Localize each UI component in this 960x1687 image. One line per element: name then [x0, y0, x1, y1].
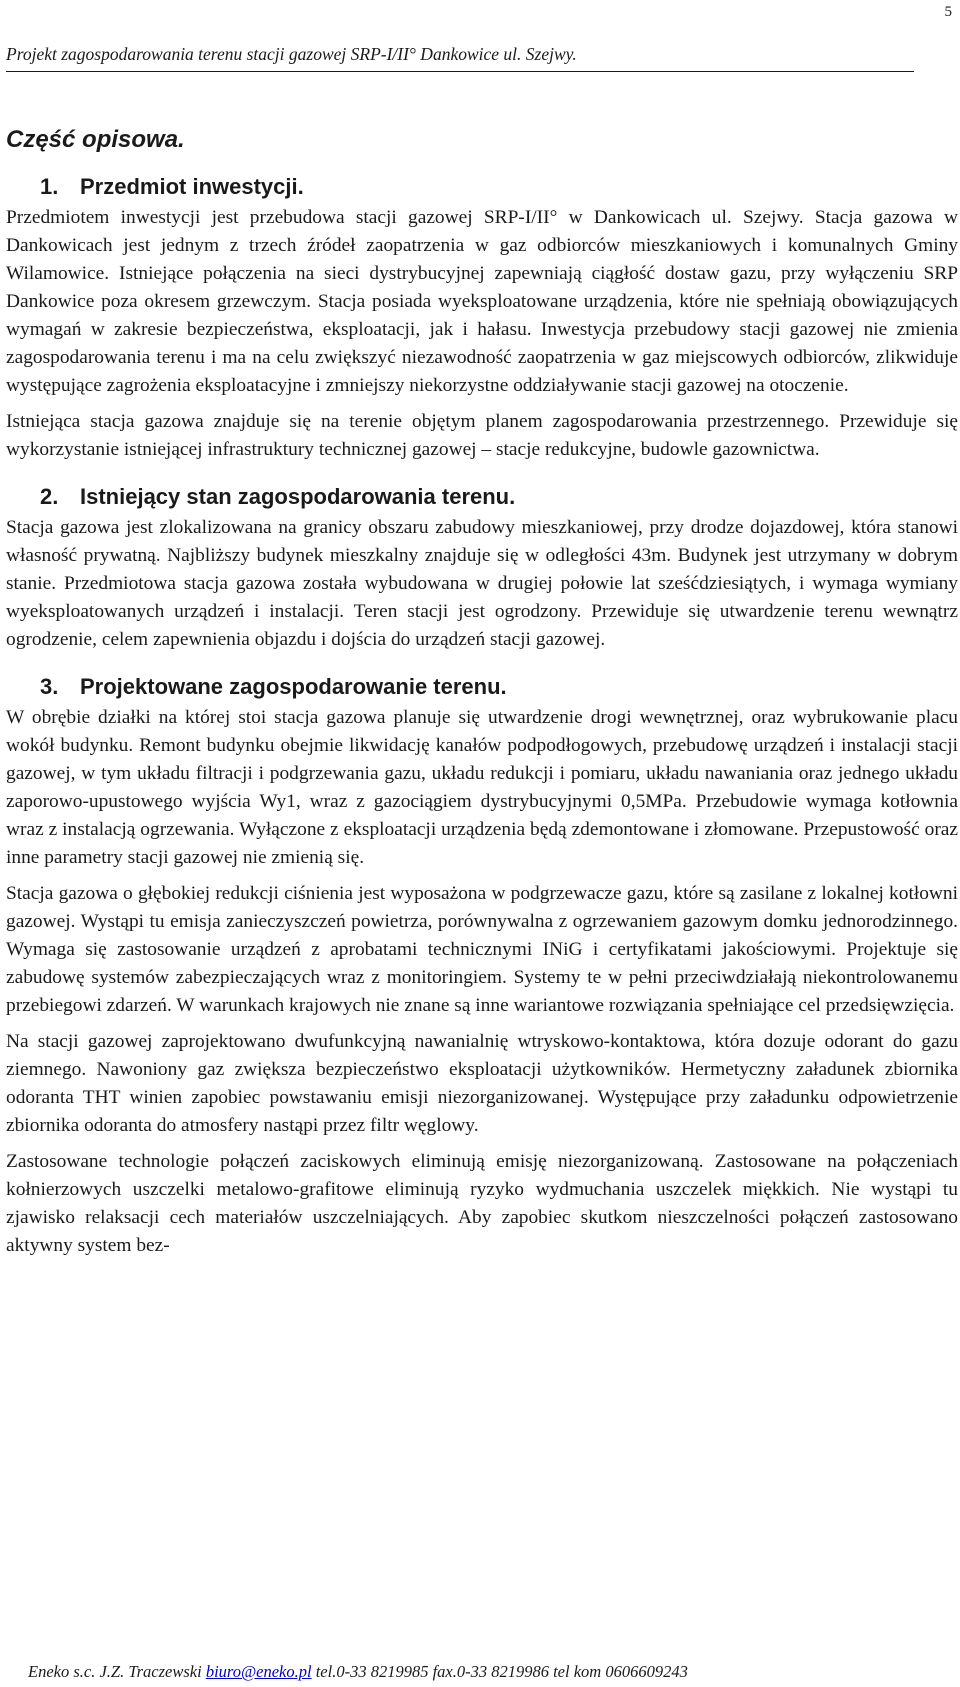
footer-company: Eneko s.c. J.Z. Traczewski — [28, 1662, 202, 1681]
section-title: Projektowane zagospodarowanie terenu. — [80, 674, 507, 699]
section-number: 1. — [40, 174, 59, 199]
section-heading — [40, 674, 958, 700]
section-number: 3. — [40, 674, 59, 699]
page-footer — [28, 1662, 688, 1682]
section-heading — [40, 174, 958, 200]
section-number: 2. — [40, 484, 59, 509]
paragraph: Stacja gazowa jest zlokalizowana na granicy obszaru zabudowy mieszkaniowej, przy drodze dojazdowej, która stanowi własność prywatną. Najbliższy budynek mieszkalny znajduje się w odległości 43m. Budynek jest utrzymany w dobrym stanie. Przedmiotowa stacja gazowa została wybudowana w drugiej połowie lat sześćdziesiątych, i wymaga wymiany wyeksploatowanych urządzeń i instalacji. Teren stacji jest ogrodzony. Przewiduje się utwardzenie terenu wewnątrz ogrodzenie, celem zapewnienia objazdu i dojścia do urządzeń stacji gazowej. — [6, 517, 958, 650]
document-body — [6, 112, 958, 1260]
paragraph: Istniejąca stacja gazowa znajduje się na terenie objętym planem zagospodarowania przestrzennego. Przewiduje się wykorzystanie istniejącej infrastruktury technicznej gazowej – stacje redukcyjne, budowle gazownictwa. — [6, 411, 958, 460]
running-header: Projekt zagospodarowania terenu stacji gazowej SRP-I/II° Dankowice ul. Szejwy. — [6, 44, 914, 72]
footer-email-link[interactable]: biuro@eneko.pl — [205, 1662, 312, 1681]
part-title: Część opisowa. — [6, 126, 185, 153]
paragraph: Zastosowane technologie połączeń zaciskowych eliminują emisję niezorganizowaną. Zastosowane na połączeniach kołnierzowych uszczelki metalowo-grafitowe eliminują ryzyko wydmuchania uszczelek miękkich. Nie wystąpi tu zjawisko relaksacji cech materiałów uszczelniających. Aby zapobiec skutkom nieszczelności połączeń zastosowano aktywny system bez- — [6, 1151, 958, 1256]
paragraph: Stacja gazowa o głębokiej redukcji ciśnienia jest wyposażona w podgrzewacze gazu, które są zasilane z lokalnej kotłowni gazowej. Wystąpi tu emisja zanieczyszczeń powietrza, porównywalna z ogrzewaniem gazowym domku jednorodzinnego. Wymaga się zastosowanie urządzeń z aprobatami technicznymi INiG i certyfikatami jakościowymi. Projektuje się zabudowę systemów zabezpieczających wraz z monitoringiem. Systemy te w pełni przeciwdziałają niekontrolowanemu przebiegowi zdarzeń. W warunkach krajowych nie znane są inne wariantowe rozwiązania spełniające cel przedsięwzięcia. — [6, 883, 958, 1016]
section-heading — [40, 484, 958, 510]
paragraph: Na stacji gazowej zaprojektowano dwufunkcyjną nawanialnię wtryskowo-kontaktowa, która dozuje odorant do gazu ziemnego. Nawoniony gaz zwiększa bezpieczeństwo eksploatacji użytkowników. Hermetyczny załadunek zbiornika odoranta THT winien zapobiec powstawaniu emisji niezorganizowanej. Występujące przy załadunku odpowietrzenie zbiornika odoranta do atmosfery nastąpi przez filtr węglowy. — [6, 1031, 958, 1136]
paragraph: W obrębie działki na której stoi stacja gazowa planuje się utwardzenie drogi wewnętrznej, oraz wybrukowanie placu wokół budynku. Remont budynku obejmie likwidację kanałów podpodłogowych, przebudowę urządzeń i instalacji stacji gazowej, w tym układu filtracji i podgrzewania gazu, układu redukcji i pomiaru, układu nawaniania oraz jednego układu zaporowo-upustowego wyjścia Wy1, wraz z gazociągiem dystrybucyjnymi 0,5MPa. Przebudowie wymaga kotłownia wraz z instalacją ogrzewania. Wyłączone z eksploatacji urządzenia będą zdemontowane i złomowane. Przepustowość oraz inne parametry stacji gazowej nie zmienią się. — [6, 707, 958, 868]
footer-contact: tel.0-33 8219985 fax.0-33 8219986 tel kom 0606609243 — [315, 1662, 688, 1681]
page-number: 5 — [944, 4, 952, 20]
paragraph: Przedmiotem inwestycji jest przebudowa stacji gazowej SRP-I/II° w Dankowicach ul. Szejwy. Stacja gazowa w Dankowicach jest jednym z trzech źródeł zaopatrzenia w gaz odbiorców mieszkaniowych i komunalnych Gminy Wilamowice. Istniejące połączenia na sieci dystrybucyjnej zapewniają ciągłość dostaw gazu, przy wyłączeniu SRP Dankowice poza okresem grzewczym. Stacja posiada wyeksploatowane urządzenia, które nie spełniają obowiązujących wymagań w zakresie bezpieczeństwa, eksploatacji, jak i hałasu. Inwestycja przebudowy stacji gazowej nie zmienia zagospodarowania terenu i ma na celu zwiększyć niezawodność zaopatrzenia w gaz miejscowych odbiorców, zlikwiduje występujące zagrożenia eksploatacyjne i zmniejszy niekorzystne oddziaływanie stacji gazowej na otoczenie. — [6, 207, 958, 396]
section-title: Istniejący stan zagospodarowania terenu. — [80, 484, 516, 509]
section-title: Przedmiot inwestycji. — [80, 174, 304, 199]
